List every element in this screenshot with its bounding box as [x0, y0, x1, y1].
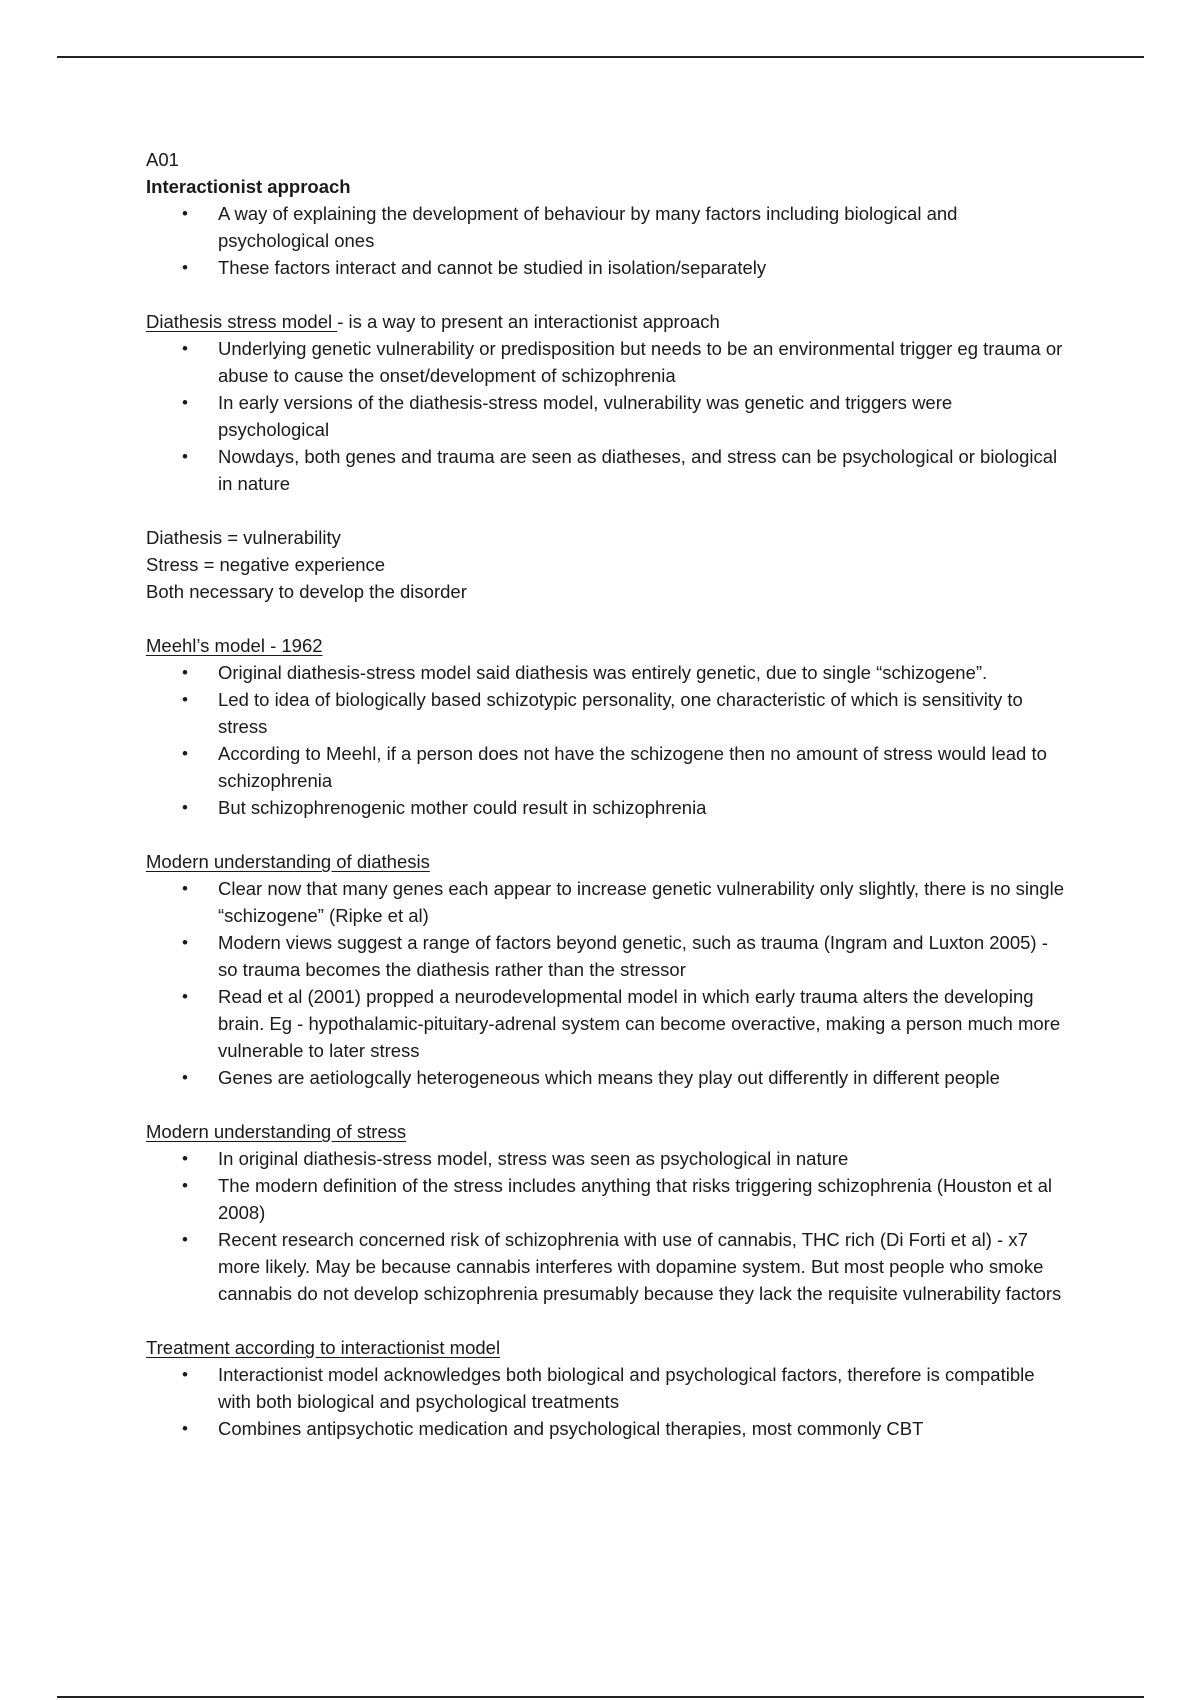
diathesis-stress-heading-title: Diathesis stress model: [146, 311, 338, 332]
section-label: A01: [146, 149, 179, 170]
list-item: • A way of explaining the development of behaviour by many factors including biological and psychological ones: [146, 200, 1066, 254]
list-item: • Recent research concerned risk of schizophrenia with use of cannabis, THC rich (Di Forti et al) - x7 more likely. May be because cannabis interferes with dopamine system. But most people who smoke cannabis do not develop schizophrenia presumably because they lack the requisite vulnerability factors: [146, 1226, 1066, 1307]
modern-stress-heading: [146, 1118, 1066, 1145]
list-item: • The modern definition of the stress includes anything that risks triggering schizophrenia (Houston et al 2008): [146, 1172, 1066, 1226]
definition-stress: Stress = negative experience: [146, 554, 386, 575]
spacer: [146, 1091, 1066, 1118]
footer-rule: [57, 1696, 1144, 1698]
page-title: Interactionist approach: [146, 176, 351, 197]
meehl-heading: [146, 632, 1066, 659]
spacer: [146, 497, 1066, 524]
list-item: • In early versions of the diathesis-stress model, vulnerability was genetic and triggers were psychological: [146, 389, 1066, 443]
diathesis-stress-heading: [146, 308, 1066, 335]
spacer: [146, 1307, 1066, 1334]
modern-stress-heading-title: Modern understanding of stress: [146, 1121, 407, 1142]
list-item: • Interactionist model acknowledges both biological and psychological factors, therefore is compatible with both biological and psychological treatments: [146, 1361, 1066, 1415]
diathesis-stress-heading-suffix: - is a way to present an interactionist approach: [337, 311, 720, 332]
meehl-heading-title: Meehl’s model - 1962: [146, 635, 323, 656]
modern-diathesis-list: [146, 875, 1066, 1091]
definition-both: Both necessary to develop the disorder: [146, 581, 467, 602]
list-item: • Original diathesis-stress model said diathesis was entirely genetic, due to single “schizogene”.: [146, 659, 1066, 686]
meehl-list: [146, 659, 1066, 821]
header-rule: [57, 56, 1144, 58]
treatment-heading-title: Treatment according to interactionist model: [146, 1337, 501, 1358]
list-item: • But schizophrenogenic mother could result in schizophrenia: [146, 794, 1066, 821]
list-item: • These factors interact and cannot be studied in isolation/separately: [146, 254, 1066, 281]
document-body: [146, 146, 1066, 1442]
spacer: [146, 821, 1066, 848]
list-item: • Underlying genetic vulnerability or predisposition but needs to be an environmental trigger eg trauma or abuse to cause the onset/development of schizophrenia: [146, 335, 1066, 389]
treatment-list: [146, 1361, 1066, 1442]
spacer: [146, 281, 1066, 308]
intro-list: [146, 200, 1066, 281]
diathesis-stress-list: [146, 335, 1066, 497]
definition-diathesis: Diathesis = vulnerability: [146, 527, 341, 548]
modern-stress-list: [146, 1145, 1066, 1307]
list-item: • Combines antipsychotic medication and psychological therapies, most commonly CBT: [146, 1415, 1066, 1442]
list-item: • Clear now that many genes each appear to increase genetic vulnerability only slightly, there is no single “schizogene” (Ripke et al): [146, 875, 1066, 929]
modern-diathesis-heading-title: Modern understanding of diathesis: [146, 851, 430, 872]
treatment-heading: [146, 1334, 1066, 1361]
list-item: • Led to idea of biologically based schizotypic personality, one characteristic of which is sensitivity to stress: [146, 686, 1066, 740]
list-item: • Genes are aetiologcally heterogeneous which means they play out differently in different people: [146, 1064, 1066, 1091]
list-item: • Modern views suggest a range of factors beyond genetic, such as trauma (Ingram and Luxton 2005) - so trauma becomes the diathesis rather than the stressor: [146, 929, 1066, 983]
spacer: [146, 605, 1066, 632]
list-item: • In original diathesis-stress model, stress was seen as psychological in nature: [146, 1145, 1066, 1172]
list-item: • According to Meehl, if a person does not have the schizogene then no amount of stress would lead to schizophrenia: [146, 740, 1066, 794]
list-item: • Nowdays, both genes and trauma are seen as diatheses, and stress can be psychological or biological in nature: [146, 443, 1066, 497]
modern-diathesis-heading: [146, 848, 1066, 875]
list-item: • Read et al (2001) propped a neurodevelopmental model in which early trauma alters the developing brain. Eg - hypothalamic-pituitary-adrenal system can become overactive, making a person much more vulnerable to later stress: [146, 983, 1066, 1064]
